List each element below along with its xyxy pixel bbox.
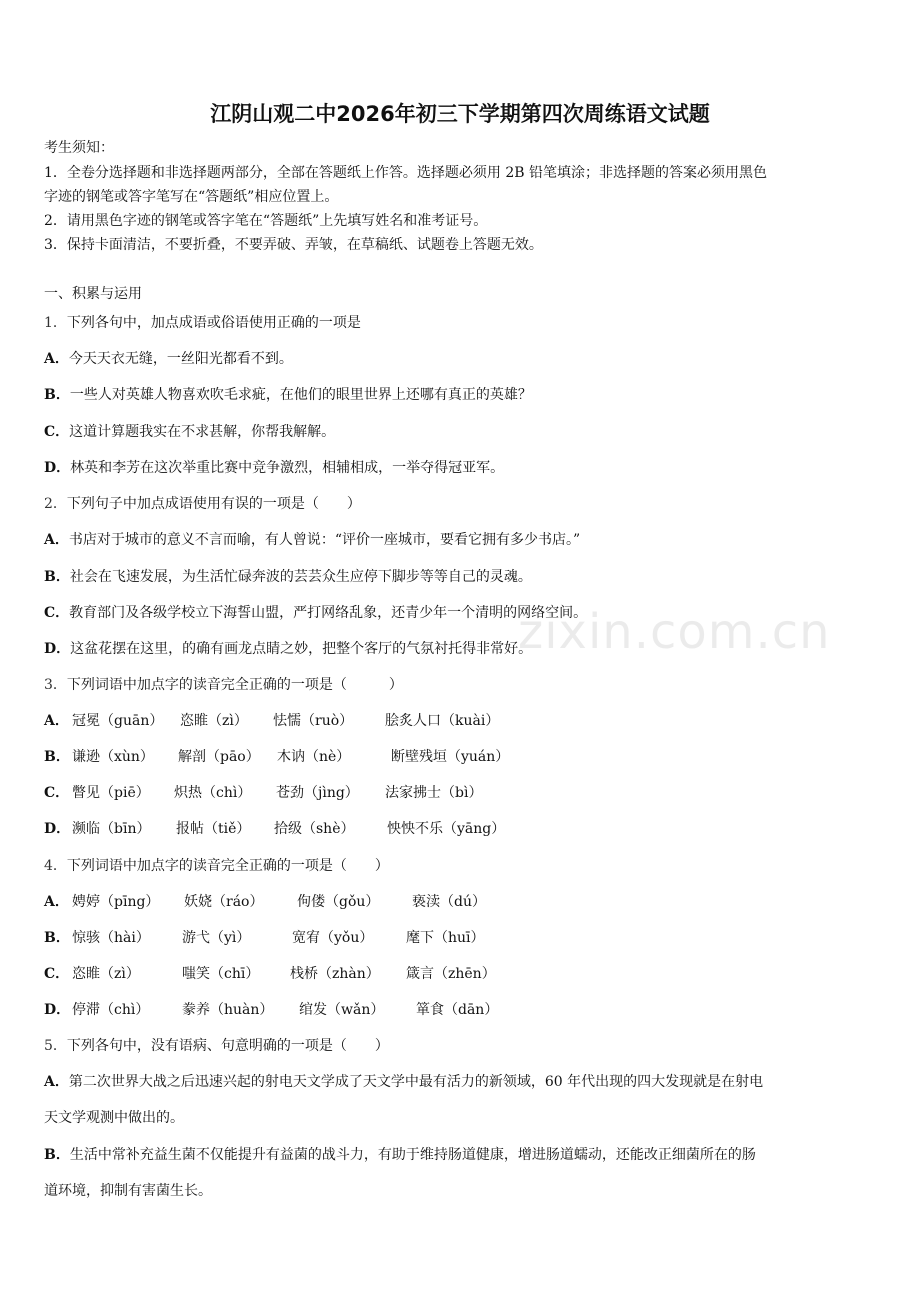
option-a (44, 710, 880, 732)
option-a (44, 1071, 763, 1093)
option-label: A． (44, 894, 69, 910)
question-stem (44, 855, 389, 877)
option-d (44, 638, 532, 660)
question-stem (44, 1035, 389, 1057)
word-2: 游弋（yì） (182, 930, 251, 946)
word-2: 嗤笑（chī） (182, 966, 260, 982)
option-text: 林英和李芳在这次举重比赛中竞争激烈，相辅相成，一举夺得冠亚军。 (70, 460, 505, 476)
question-number: 5． (44, 1038, 67, 1054)
option-d (44, 457, 504, 479)
option-label: D． (44, 1002, 71, 1018)
word-2: 妖娆（ráo） (184, 894, 264, 910)
word-2: 解剖（pāo） (178, 749, 260, 765)
word-3: 绾发（wǎn） (299, 1002, 385, 1018)
option-a (44, 529, 580, 551)
option-text: 今天天衣无缝，一丝阳光都看不到。 (68, 351, 293, 367)
question-text: 下列各句中，加点成语或俗语使用正确的一项是 (66, 315, 361, 331)
option-c (44, 782, 880, 804)
notice-item-1: 1．全卷分选择题和非选择题两部分，全部在答题纸上作答。选择题必须用 2B 铅笔填涂；非选择题的答案必须用黑色 (44, 165, 767, 181)
question-text: 下列词语中加点字的读音完全正确的一项是（ ） (66, 677, 403, 693)
word-4: 麾下（huī） (406, 930, 485, 946)
option-label: C． (44, 966, 70, 982)
word-3: 栈桥（zhàn） (290, 966, 380, 982)
page-title: 江阴山观二中2026年初三下学期第四次周练语文试题 (210, 102, 710, 126)
notice-heading: 考生须知： (44, 140, 114, 156)
word-1: 谦逊（xùn） (72, 749, 154, 765)
option-label: C． (44, 424, 70, 440)
question-stem (44, 312, 361, 334)
option-c (44, 963, 880, 985)
section-heading: 一、积累与运用 (44, 286, 142, 302)
word-4: 亵渎（dú） (412, 894, 486, 910)
option-label: A． (44, 713, 69, 729)
question-number: 3． (44, 677, 67, 693)
option-label: C． (44, 605, 70, 621)
option-b (44, 384, 532, 406)
option-text: 社会在飞速发展，为生活忙碌奔波的芸芸众生应停下脚步等等自己的灵魂。 (69, 569, 532, 585)
option-text: 生活中常补充益生菌不仅能提升有益菌的战斗力，有助于维持肠道健康，增进肠道蠕动，还能改正细菌所在的肠 (69, 1147, 756, 1163)
option-label: D． (44, 460, 71, 476)
question-number: 1． (44, 315, 67, 331)
word-4: 法家拂士（bì） (385, 785, 483, 801)
option-b-cont: 道环境，抑制有害菌生长。 (44, 1183, 212, 1199)
option-a (44, 348, 293, 370)
option-label: B． (44, 387, 70, 403)
word-2: 豢养（huàn） (182, 1002, 274, 1018)
word-4: 箴言（zhēn） (406, 966, 496, 982)
option-c (44, 421, 335, 443)
option-text: 书店对于城市的意义不言而喻，有人曾说：“评价一座城市，要看它拥有多少书店。” (68, 532, 581, 548)
word-2: 恣睢（zì） (180, 713, 248, 729)
word-2: 报帖（tiě） (176, 821, 251, 837)
word-1: 濒临（bīn） (72, 821, 151, 837)
option-label: D． (44, 641, 71, 657)
option-label: C． (44, 785, 70, 801)
word-4: 箪食（dān） (416, 1002, 499, 1018)
watermark: zixin.com.cn (518, 604, 831, 660)
question-stem (44, 674, 403, 696)
option-c (44, 602, 587, 624)
option-label: B． (44, 749, 70, 765)
question-stem (44, 493, 361, 515)
word-1: 惊骇（hài） (72, 930, 150, 946)
option-label: A． (44, 532, 69, 548)
word-1: 娉婷（pīng） (72, 894, 160, 910)
word-1: 冠冕（guān） (72, 713, 164, 729)
word-3: 木讷（nè） (277, 749, 351, 765)
option-text: 一些人对英雄人物喜欢吹毛求疵，在他们的眼里世界上还哪有真正的英雄？ (69, 387, 532, 403)
word-1: 恣睢（zì） (72, 966, 140, 982)
question-number: 2． (44, 496, 67, 512)
word-3: 佝偻（gǒu） (297, 894, 380, 910)
option-text: 这道计算题我实在不求甚解，你帮我解解。 (69, 424, 336, 440)
option-label: B． (44, 930, 70, 946)
option-label: A． (44, 351, 69, 367)
word-4: 脍炙人口（kuài） (385, 713, 500, 729)
option-b (44, 927, 880, 949)
word-4: 断壁残垣（yuán） (391, 749, 510, 765)
question-text: 下列各句中，没有语病、句意明确的一项是（ ） (66, 1038, 389, 1054)
option-a-cont: 天文学观测中做出的。 (44, 1110, 184, 1126)
option-d (44, 999, 880, 1021)
option-label: B． (44, 1147, 70, 1163)
word-3: 宽宥（yǒu） (292, 930, 374, 946)
word-1: 瞥见（piē） (72, 785, 150, 801)
notice-item-3: 3．保持卡面清洁，不要折叠，不要弄破、弄皱，在草稿纸、试题卷上答题无效。 (44, 237, 543, 253)
option-label: B． (44, 569, 70, 585)
option-text: 教育部门及各级学校立下海誓山盟，严打网络乱象，还青少年一个清明的网络空间。 (69, 605, 588, 621)
word-3: 苍劲（jìng） (276, 785, 359, 801)
notice-item-1-cont: 字迹的钢笔或答字笔写在“答题纸”相应位置上。 (44, 189, 339, 205)
word-1: 停滞（chì） (72, 1002, 150, 1018)
option-b (44, 566, 532, 588)
word-3: 怯懦（ruò） (273, 713, 354, 729)
word-3: 拾级（shè） (274, 821, 355, 837)
word-4: 怏怏不乐（yāng） (387, 821, 506, 837)
option-text: 第二次世界大战之后迅速兴起的射电天文学成了天文学中最有活力的新领域，60 年代出现的四大发现就是在射电 (68, 1074, 764, 1090)
option-label: D． (44, 821, 71, 837)
question-number: 4． (44, 858, 67, 874)
option-b (44, 1144, 756, 1166)
notice-item-2: 2．请用黑色字迹的钢笔或答字笔在“答题纸”上先填写姓名和准考证号。 (44, 213, 488, 229)
option-text: 这盆花摆在这里，的确有画龙点睛之妙，把整个客厅的气氛衬托得非常好。 (70, 641, 533, 657)
question-text: 下列词语中加点字的读音完全正确的一项是（ ） (66, 858, 389, 874)
option-d (44, 818, 880, 840)
question-text: 下列句子中加点成语使用有误的一项是（ ） (66, 496, 361, 512)
word-2: 炽热（chì） (174, 785, 252, 801)
option-a (44, 891, 880, 913)
option-b (44, 746, 880, 768)
option-label: A． (44, 1074, 69, 1090)
